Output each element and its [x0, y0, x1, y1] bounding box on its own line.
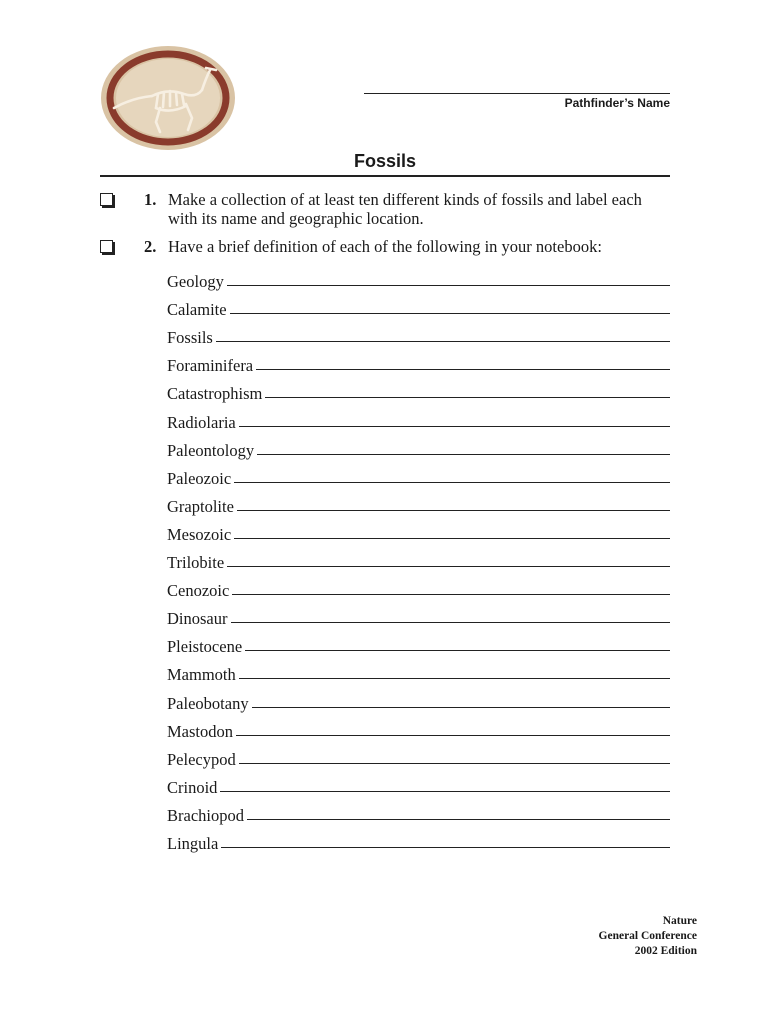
definition-row	[167, 433, 670, 461]
definition-row	[167, 770, 670, 798]
definition-blank[interactable]	[239, 426, 670, 427]
term-label: Graptolite	[167, 496, 234, 516]
definition-list	[167, 264, 670, 854]
footer-edition: 2002 Edition	[634, 945, 697, 957]
requirement-1-text: Make a collection of at least ten different kinds of fossils and label each with its name and geographic location.	[168, 190, 642, 228]
term-label: Calamite	[167, 300, 227, 320]
definition-row	[167, 573, 670, 601]
definition-blank[interactable]	[245, 650, 670, 651]
definition-blank[interactable]	[265, 397, 670, 398]
term-label: Paleontology	[167, 440, 255, 460]
definition-blank[interactable]	[257, 454, 670, 455]
term-label: Pleistocene	[167, 637, 243, 657]
term-label: Trilobite	[167, 553, 225, 573]
definition-row	[167, 517, 670, 545]
definition-row	[167, 742, 670, 770]
definition-row	[167, 798, 670, 826]
term-label: Radiolaria	[167, 412, 236, 432]
requirement-2	[100, 237, 670, 256]
definition-blank[interactable]	[216, 341, 670, 342]
term-label: Pelecypod	[167, 749, 236, 769]
definition-row	[167, 685, 670, 713]
requirement-2-text: Have a brief definition of each of the following in your notebook:	[168, 237, 602, 256]
page-title: Fossils	[353, 151, 417, 171]
definition-blank[interactable]	[234, 538, 670, 539]
requirement-1-number: 1.	[144, 190, 157, 209]
definition-row	[167, 629, 670, 657]
requirement-2-number: 2.	[144, 237, 157, 256]
term-label: Fossils	[167, 328, 213, 348]
term-label: Paleozoic	[167, 468, 232, 488]
term-label: Lingula	[167, 833, 219, 853]
definition-row	[167, 489, 670, 517]
term-label: Catastrophism	[167, 384, 263, 404]
term-label: Dinosaur	[167, 609, 228, 629]
definition-row	[167, 320, 670, 348]
definition-blank[interactable]	[234, 482, 670, 483]
definition-blank[interactable]	[232, 594, 670, 595]
footer-category: Nature	[662, 915, 697, 927]
definition-row	[167, 461, 670, 489]
definition-blank[interactable]	[247, 819, 670, 820]
term-label: Mesozoic	[167, 524, 232, 544]
footer	[599, 914, 697, 959]
definition-row	[167, 404, 670, 432]
definition-row	[167, 292, 670, 320]
term-label: Crinoid	[167, 777, 218, 797]
definition-blank[interactable]	[231, 622, 671, 623]
definition-row	[167, 657, 670, 685]
definition-blank[interactable]	[237, 510, 670, 511]
pathfinder-name-label: Pathfinder’s Name	[564, 96, 670, 110]
pathfinder-name-line[interactable]	[364, 93, 670, 94]
requirement-1-checkbox[interactable]	[100, 193, 113, 206]
term-label: Mammoth	[167, 665, 236, 685]
definition-blank[interactable]	[239, 678, 670, 679]
definition-blank[interactable]	[221, 847, 670, 848]
definition-row	[167, 714, 670, 742]
term-label: Paleobotany	[167, 693, 249, 713]
definition-blank[interactable]	[239, 763, 670, 764]
definition-blank[interactable]	[220, 791, 670, 792]
requirement-2-checkbox[interactable]	[100, 240, 113, 253]
definition-blank[interactable]	[227, 285, 670, 286]
dinosaur-skeleton-badge-icon	[98, 44, 238, 152]
footer-publisher: General Conference	[598, 930, 697, 942]
term-label: Mastodon	[167, 721, 233, 741]
definition-blank[interactable]	[252, 707, 670, 708]
definition-row	[167, 376, 670, 404]
definition-blank[interactable]	[230, 313, 670, 314]
definition-row	[167, 348, 670, 376]
definition-blank[interactable]	[227, 566, 670, 567]
definition-row	[167, 601, 670, 629]
term-label: Geology	[167, 272, 224, 292]
definition-row	[167, 264, 670, 292]
definition-row	[167, 826, 670, 854]
title-divider	[100, 175, 670, 177]
term-label: Foraminifera	[167, 356, 254, 376]
definition-row	[167, 545, 670, 573]
requirement-1	[100, 190, 670, 228]
definition-blank[interactable]	[236, 735, 670, 736]
term-label: Brachiopod	[167, 805, 244, 825]
term-label: Cenozoic	[167, 581, 230, 601]
definition-blank[interactable]	[256, 369, 670, 370]
